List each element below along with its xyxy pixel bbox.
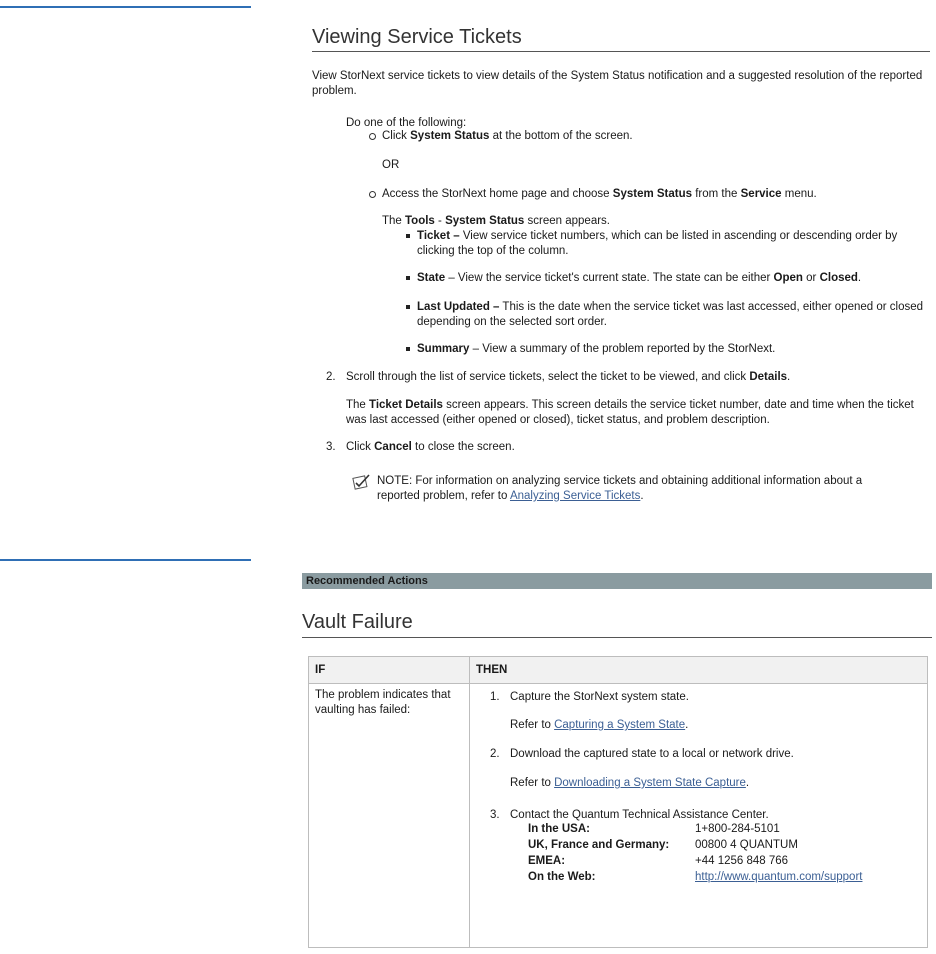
contact-label: In the USA: [528, 823, 590, 835]
screen-appears-text [382, 214, 610, 229]
text: to close the screen. [411, 441, 515, 453]
then-step-2-refer [510, 776, 749, 791]
section-divider-middle [0, 559, 251, 561]
tools-label: Tools [405, 215, 435, 227]
then-step-3-number: 3. [490, 809, 500, 821]
text: Click [382, 130, 411, 142]
then-step-2: Download the captured state to a local or network drive. [510, 748, 794, 760]
quantum-support-link[interactable]: http://www.quantum.com/support [695, 870, 863, 883]
text: screen appears. [524, 215, 610, 227]
vault-title-underline [302, 637, 932, 638]
text: The problem indicates that [315, 689, 451, 701]
text: - [434, 215, 446, 227]
or-text: OR [382, 159, 400, 171]
then-step-2-number: 2. [490, 748, 500, 760]
section-divider-top [0, 6, 251, 8]
text: depending on the selected sort order. [417, 315, 607, 328]
bullet-ticket [417, 229, 932, 259]
vault-failure-title: Vault Failure [302, 611, 413, 633]
then-header: THEN [470, 657, 928, 684]
contact-list [528, 822, 862, 885]
text: . [745, 777, 750, 789]
system-status-label: System Status [612, 188, 693, 200]
square-bullet [406, 234, 410, 238]
contact-label: UK, France and Germany: [528, 838, 670, 851]
contact-value: 1+800-284-5101 [695, 823, 780, 835]
text: menu. [781, 188, 817, 200]
contact-value: +44 1256 848 766 [695, 854, 789, 867]
text: Access the StorNext home page and choose [382, 188, 613, 200]
system-status-label: System Status [445, 215, 525, 227]
contact-label: EMEA: [528, 854, 566, 867]
text: Refer to [510, 719, 555, 731]
state-label: State [417, 272, 446, 284]
title-underline [312, 51, 930, 52]
step-3 [346, 440, 515, 455]
note-text [377, 474, 917, 504]
option-1 [382, 129, 633, 144]
intro-line: problem. [312, 84, 357, 97]
text: Click [346, 441, 375, 453]
capturing-system-state-link[interactable]: Capturing a System State [554, 719, 686, 731]
service-label: Service [740, 188, 782, 200]
if-header: IF [309, 657, 470, 684]
then-step-1: Capture the StorNext system state. [510, 691, 689, 703]
text: reported problem, refer to [377, 489, 510, 502]
step-2 [346, 370, 790, 385]
then-step-1-refer [510, 718, 688, 733]
text: . [640, 489, 644, 502]
details-label: Details [749, 371, 788, 383]
text: NOTE: For information on analyzing service tickets and obtaining additional information about a [377, 475, 863, 487]
text: clicking the top of the column. [417, 244, 569, 257]
text: at the bottom of the screen. [489, 130, 633, 142]
ticket-details-paragraph [346, 398, 932, 428]
summary-label: Summary [417, 343, 470, 355]
then-step-3: Contact the Quantum Technical Assistance Center. [510, 809, 769, 821]
step-3-number: 3. [326, 441, 336, 453]
contact-value: 00800 4 QUANTUM [695, 838, 798, 851]
text: was last accessed (either opened or closed), ticket status, and problem description. [346, 413, 770, 426]
text: or [802, 272, 820, 284]
option-bullet [369, 191, 376, 198]
bullet-state [417, 271, 861, 286]
text: . [685, 719, 689, 731]
text: – View a summary of the problem reported by the StorNext. [469, 343, 776, 355]
if-cell [309, 684, 470, 948]
text: . [857, 272, 862, 284]
last-updated-label: Last Updated – [417, 301, 500, 313]
text: screen appears. This screen details the service ticket number, date and time when the ticket [442, 399, 914, 411]
closed-label: Closed [819, 272, 858, 284]
text: The [382, 215, 406, 227]
text: . [787, 371, 791, 383]
bullet-last-updated [417, 300, 932, 330]
intro-paragraph [312, 69, 932, 99]
downloading-system-state-capture-link[interactable]: Downloading a System State Capture [554, 777, 746, 789]
option-2 [382, 187, 817, 202]
text: vaulting has failed: [315, 703, 411, 716]
intro-line: View StorNext service tickets to view details of the System Status notification and a suggested resolution of the reported [312, 70, 923, 82]
square-bullet [406, 347, 410, 351]
option-bullet [369, 133, 376, 140]
note-icon [352, 473, 372, 491]
text: The [346, 399, 370, 411]
text: Refer to [510, 777, 555, 789]
cancel-label: Cancel [374, 441, 412, 453]
recommended-actions-banner: Recommended Actions [302, 573, 932, 589]
square-bullet [406, 305, 410, 309]
ticket-label: Ticket – [417, 230, 460, 242]
text: This is the date when the service ticket was last accessed, either opened or closed [499, 301, 924, 313]
system-status-label: System Status [410, 130, 490, 142]
step-2-number: 2. [326, 371, 336, 383]
text: View service ticket numbers, which can be listed in ascending or descending order by [459, 230, 898, 242]
do-one-text: Do one of the following: [346, 117, 467, 129]
square-bullet [406, 276, 410, 280]
analyzing-service-tickets-link[interactable]: Analyzing Service Tickets [509, 489, 641, 502]
text: from the [692, 188, 741, 200]
bullet-summary [417, 342, 775, 357]
ticket-details-label: Ticket Details [369, 399, 443, 411]
page-title: Viewing Service Tickets [312, 26, 522, 48]
then-step-1-number: 1. [490, 691, 500, 703]
text: – View the service ticket's current state. The state can be either [445, 272, 774, 284]
open-label: Open [773, 272, 803, 284]
text: Scroll through the list of service tickets, select the ticket to be viewed, and click [346, 371, 750, 383]
contact-label: On the Web: [528, 870, 596, 883]
